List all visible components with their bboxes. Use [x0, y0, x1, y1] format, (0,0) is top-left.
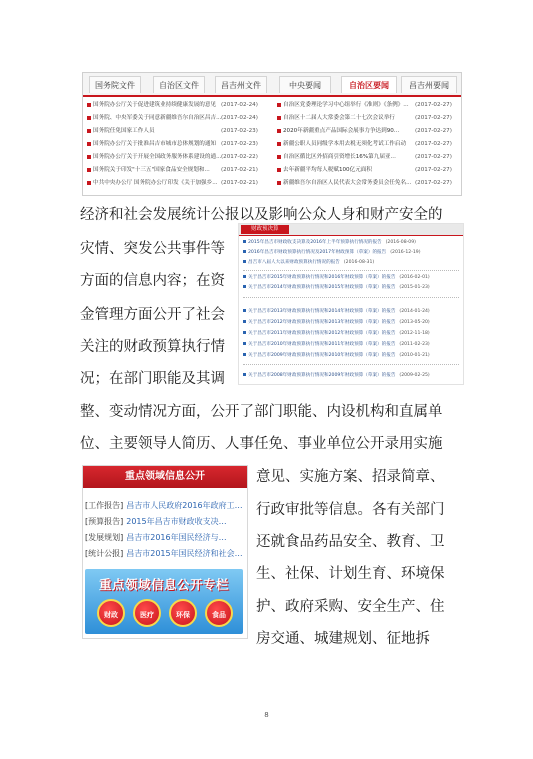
budget-panel-title: 财政预决算: [241, 225, 289, 234]
body-line: 经济和社会发展统计公报以及影响公众人身和财产安全的: [80, 207, 443, 223]
bullet-icon: [243, 250, 246, 253]
bullet-icon: [243, 331, 246, 334]
bullet-icon: [243, 260, 246, 263]
divider: [243, 270, 459, 271]
list-item[interactable]: 2020年新疆重点产品国际会展事力争达到90... (2017-02-27): [277, 125, 459, 137]
list-item[interactable]: 关于昌吉市2015年财政预算执行情况和2016年财政预算（草案）的报告 (2016-02-01): [243, 274, 461, 282]
body-line: 灾情、突发公共事件等: [80, 241, 225, 257]
list-item[interactable]: 自治区党委理论学习中心组举行《准则》《条例》... (2017-02-27): [277, 99, 459, 111]
list-item[interactable]: 新疆公职人员同级学本用去税无须化考试工作启动 (2017-02-27): [277, 138, 459, 150]
body-line: 金管理方面公开了社会: [80, 307, 225, 323]
list-item[interactable]: 国务院、中央军委关于同意新疆维吾尔自治区昌吉...(2017-02-24): [87, 112, 267, 124]
list-item[interactable]: 关于昌吉市2014年财政预算执行情况和2015年财政预算（草案）的报告 (2015-01-23): [243, 284, 461, 292]
list-item[interactable]: 自治区循比区外招商引资增长16%第九届亚... (2017-02-27): [277, 151, 459, 163]
key-area-title: 重点领域信息公开: [83, 466, 247, 488]
list-item[interactable]: 去年新疆平均每人税赋100亿元面积 (2017-02-27): [277, 164, 459, 176]
list-item[interactable]: 关于昌吉市2010年财政预算执行情况和2011年财政预算（草案）的报告 (2011-02-23): [243, 341, 461, 349]
body-line: 况；在部门职能及其调: [80, 371, 225, 387]
list-item[interactable]: 关于昌吉市2012年财政预算执行情况和2013年财政预算（草案）的报告 (2013-05-20): [243, 319, 461, 327]
list-item[interactable]: 2015年昌吉市财政收支决算及2016年上半年预算执行情况的报告 (2016-08-09): [243, 239, 461, 247]
body-line: 位、主要领导人简历、人事任免、事业单位公开录用实施: [80, 436, 443, 452]
page-number: 8: [264, 711, 269, 719]
bullet-icon: [243, 240, 246, 243]
banner-title: 重点领域信息公开专栏: [98, 577, 229, 592]
finance-badge[interactable]: 财政: [97, 599, 125, 627]
list-item[interactable]: 关于昌吉市2009年财政预算执行情况和2010年财政预算（草案）的报告 (2010-01-21): [243, 352, 461, 360]
key-area-panel: [82, 465, 248, 639]
news-tabs-panel: [82, 72, 462, 196]
divider: [243, 364, 459, 365]
list-item[interactable]: 关于昌吉市2013年财政预算执行情况和2014年财政预算（草案）的报告 (2014-01-24): [243, 308, 461, 316]
list-item[interactable]: [发展规划] 昌吉市2016年国民经济与…: [85, 533, 227, 542]
list-item[interactable]: [预算报告] 2015年昌吉市财政收支决…: [85, 517, 227, 526]
list-item[interactable]: 昌吉市八届人大以来财政预算执行情况的报告 (2016-08-31): [243, 259, 461, 267]
bullet-icon: [277, 155, 281, 159]
list-item[interactable]: 关于昌吉市2011年财政预算执行情况和2012年财政预算（草案）的报告 (2012-11-18): [243, 330, 461, 338]
list-item[interactable]: 国务院任免国家工作人员 (2017-02-23): [87, 125, 267, 137]
bullet-icon: [243, 373, 246, 376]
tab-region-news[interactable]: 自治区要闻: [341, 76, 397, 93]
medical-badge[interactable]: 医疗: [133, 599, 161, 627]
divider: [243, 297, 459, 298]
list-item[interactable]: 国务院办公厅关于促进建筑业持续健康发展的意见 (2017-02-24): [87, 99, 267, 111]
bullet-icon: [243, 285, 246, 288]
body-line: 还就食品药品安全、教育、卫: [256, 534, 445, 550]
body-line: 关注的财政预算执行情: [80, 339, 225, 355]
bullet-icon: [243, 275, 246, 278]
environment-badge[interactable]: 环保: [169, 599, 197, 627]
list-item[interactable]: 中共中央办公厅 国务院办公厅印发《关于加强乡... (2017-02-21): [87, 177, 267, 189]
body-line: 生、社保、计划生育、环境保: [256, 566, 445, 582]
budget-panel-header: [239, 224, 463, 236]
tab-bar: [83, 73, 461, 97]
tab-prefecture-docs[interactable]: 昌吉州文件: [215, 76, 267, 93]
list-item[interactable]: [工作报告] 昌吉市人民政府2016年政府工…: [85, 501, 243, 510]
budget-panel: [238, 223, 464, 385]
list-item[interactable]: 国务院关于印发"十三五"国家食品安全规划和... (2017-02-21): [87, 164, 267, 176]
body-line: 房交通、城建规划、征地拆: [256, 631, 430, 647]
list-item[interactable]: 自治区十二届人大常委会第二十七次会议举行 (2017-02-27): [277, 112, 459, 124]
list-item[interactable]: 关于昌吉市2008年财政预算执行情况和2009年财政预算（草案）的报告 (2009-02-25): [243, 372, 461, 380]
bullet-icon: [87, 116, 91, 120]
list-item[interactable]: 2016年昌吉市财政预算执行情况及2017年财政预算（草案）的报告 (2016-12-19): [243, 249, 461, 257]
bullet-icon: [243, 353, 246, 356]
tab-prefecture-news[interactable]: 昌吉州要闻: [401, 76, 457, 93]
bullet-icon: [87, 181, 91, 185]
bullet-icon: [87, 103, 91, 107]
bullet-icon: [87, 155, 91, 159]
bullet-icon: [277, 168, 281, 172]
bullet-icon: [277, 181, 281, 185]
bullet-icon: [277, 116, 281, 120]
body-line: 行政审批等信息。各有关部门: [256, 502, 445, 518]
bullet-icon: [277, 103, 281, 107]
bullet-icon: [243, 320, 246, 323]
list-item[interactable]: 新疆维吾尔自治区人民代表大会常务委员会任免名... (2017-02-27): [277, 177, 459, 189]
list-item[interactable]: [统计公报] 昌吉市2015年国民经济和社会…: [85, 549, 243, 558]
body-line: 整、变动情况方面，公开了部门职能、内设机构和直属单: [80, 404, 443, 420]
tab-state-council-docs[interactable]: 国务院文件: [89, 76, 141, 93]
body-line: 意见、实施方案、招录简章、: [256, 469, 445, 485]
bullet-icon: [87, 168, 91, 172]
food-badge[interactable]: 食品: [205, 599, 233, 627]
bullet-icon: [277, 129, 281, 133]
bullet-icon: [87, 142, 91, 146]
bullet-icon: [277, 142, 281, 146]
body-line: 方面的信息内容；在资: [80, 273, 225, 289]
bullet-icon: [87, 129, 91, 133]
list-item[interactable]: 国务院办公厅关于批准昌吉市城市总体规划的通知 (2017-02-23): [87, 138, 267, 150]
bullet-icon: [243, 309, 246, 312]
key-area-banner[interactable]: [85, 569, 243, 634]
list-item[interactable]: 国务院办公厅关于开展全国政务服务体系建设的通...(2017-02-22): [87, 151, 267, 163]
bullet-icon: [243, 342, 246, 345]
tab-region-docs[interactable]: 自治区文件: [153, 76, 205, 93]
tab-central-news[interactable]: 中央要闻: [279, 76, 331, 93]
body-line: 护、政府采购、安全生产、住: [256, 599, 445, 615]
